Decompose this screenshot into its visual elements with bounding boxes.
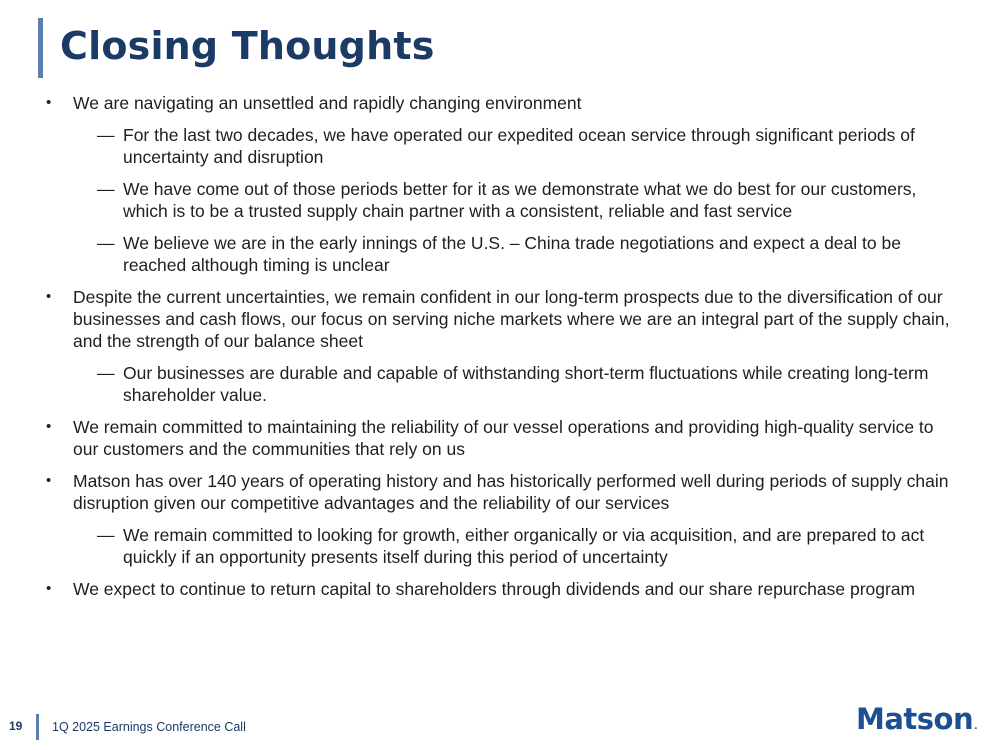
bullet-text: Matson has over 140 years of operating history and has historically performed well during periods of supply chain disruption given our competitive advantages and the reliability of our services xyxy=(73,471,949,513)
sub-bullet-text: We remain committed to looking for growth, either organically or via acquisition, and are prepared to act quickly if an opportunity presents itself during this period of uncertainty xyxy=(123,525,925,567)
bullet-text: We remain committed to maintaining the reliability of our vessel operations and providing high-quality service to our customers and the communities that rely on us xyxy=(73,417,934,459)
sub-bullet-marker: — xyxy=(97,233,115,253)
page-number: 19 xyxy=(9,719,23,733)
sub-bullet-marker: — xyxy=(97,179,115,199)
sub-bullet-item xyxy=(73,362,960,406)
bullet-marker: • xyxy=(46,288,52,305)
logo-wordmark: Matson xyxy=(856,702,974,736)
sub-bullet-list xyxy=(73,362,960,406)
logo-dot: . xyxy=(974,722,978,732)
sub-bullet-text: We have come out of those periods better for it as we demonstrate what we do best for our customers, which is to be a trusted supply chain partner with a consistent, reliable and fast service xyxy=(123,179,917,221)
sub-bullet-text: We believe we are in the early innings of the U.S. – China trade negotiations and expect a deal to be reached although timing is unclear xyxy=(123,233,901,275)
bullet-marker: • xyxy=(46,580,52,597)
bullet-item xyxy=(40,578,960,600)
bullet-marker: • xyxy=(46,418,52,435)
bullet-text: Despite the current uncertainties, we remain confident in our long-term prospects due to the diversification of our businesses and cash flows, our focus on serving niche markets where we are an integral part of the supply chain, and the strength of our balance sheet xyxy=(73,287,950,351)
bullet-marker: • xyxy=(46,94,52,111)
sub-bullet-marker: — xyxy=(97,363,115,383)
sub-bullet-marker: — xyxy=(97,125,115,145)
slide-title: Closing Thoughts xyxy=(60,24,435,68)
bullet-text: We expect to continue to return capital to shareholders through dividends and our share repurchase program xyxy=(73,579,916,599)
sub-bullet-list xyxy=(73,524,960,568)
sub-bullet-text: Our businesses are durable and capable of withstanding short-term fluctuations while creating long-term shareholder value. xyxy=(123,363,929,405)
slide-body xyxy=(40,92,960,610)
matson-logo xyxy=(856,702,978,736)
bullet-text: We are navigating an unsettled and rapidly changing environment xyxy=(73,93,582,113)
bullet-item xyxy=(40,286,960,406)
sub-bullet-item xyxy=(73,124,960,168)
bullet-item xyxy=(40,92,960,276)
sub-bullet-marker: — xyxy=(97,525,115,545)
footer-divider xyxy=(36,714,39,740)
bullet-item xyxy=(40,416,960,460)
slide-footer xyxy=(0,702,999,744)
bullet-marker: • xyxy=(46,472,52,489)
title-accent-bar xyxy=(38,18,43,78)
bullet-item xyxy=(40,470,960,568)
sub-bullet-item xyxy=(73,178,960,222)
sub-bullet-text: For the last two decades, we have operated our expedited ocean service through significant periods of uncertainty and disruption xyxy=(123,125,915,167)
sub-bullet-item xyxy=(73,524,960,568)
footer-event-label: 1Q 2025 Earnings Conference Call xyxy=(52,720,246,734)
sub-bullet-list xyxy=(73,124,960,276)
sub-bullet-item xyxy=(73,232,960,276)
